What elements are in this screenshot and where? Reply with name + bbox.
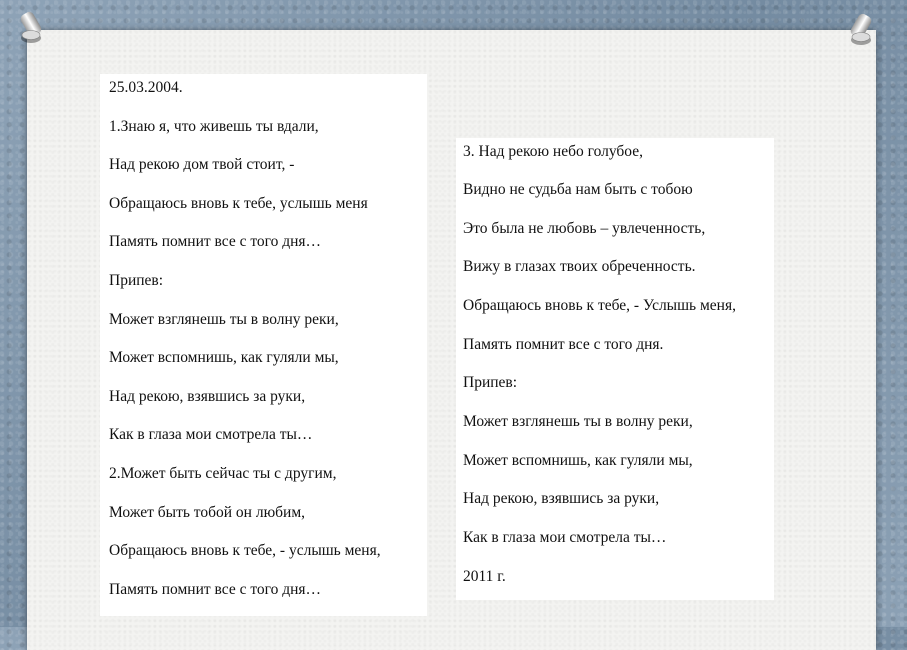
- lyrics-line: Припев:: [463, 374, 518, 391]
- lyrics-line: 2.Может быть сейчас ты с другим,: [109, 465, 337, 482]
- lyrics-line: 1.Знаю я, что живешь ты вдали,: [109, 118, 319, 135]
- pushpin-icon: [848, 10, 878, 50]
- lyrics-line: Может вспомнишь, как гуляли мы,: [463, 452, 693, 469]
- lyrics-line: Обращаюсь вновь к тебе, - услышь меня,: [109, 542, 381, 559]
- lyrics-line: Обращаюсь вновь к тебе, - Услышь меня,: [463, 297, 736, 314]
- lyrics-line: 25.03.2004.: [109, 79, 183, 96]
- pushpin-icon: [14, 8, 44, 48]
- lyrics-line: 2011 г.: [463, 568, 506, 585]
- lyrics-line: Может взглянешь ты в волну реки,: [463, 413, 693, 430]
- lyrics-line: Над рекою, взявшись за руки,: [109, 388, 306, 405]
- lyrics-line: Может вспомнишь, как гуляли мы,: [109, 349, 339, 366]
- lyrics-line: Над рекою, взявшись за руки,: [463, 490, 660, 507]
- lyrics-line: Как в глаза мои смотрела ты…: [109, 426, 313, 443]
- lyrics-line: Может быть тобой он любим,: [109, 504, 306, 521]
- lyrics-line: Как в глаза мои смотрела ты…: [463, 529, 667, 546]
- lyrics-column-right: [456, 138, 774, 600]
- lyrics-line: Память помнит все с того дня…: [109, 581, 322, 598]
- lyrics-line: Видно не судьба нам быть с тобою: [463, 181, 693, 198]
- lyrics-line: Вижу в глазах твоих обреченность.: [463, 258, 696, 275]
- lyrics-line: Память помнит все с того дня…: [109, 233, 322, 250]
- lyrics-line: Припев:: [109, 272, 164, 289]
- lyrics-line: Обращаюсь вновь к тебе, услышь меня: [109, 195, 368, 212]
- lyrics-line: Может взглянешь ты в волну реки,: [109, 311, 339, 328]
- lyrics-line: Память помнит все с того дня.: [463, 336, 664, 353]
- lyrics-line: Это была не любовь – увлеченность,: [463, 220, 706, 237]
- lyrics-line: 3. Над рекою небо голубое,: [463, 143, 643, 160]
- lyrics-column-left: [100, 74, 427, 616]
- lyrics-line: Над рекою дом твой стоит, -: [109, 156, 295, 173]
